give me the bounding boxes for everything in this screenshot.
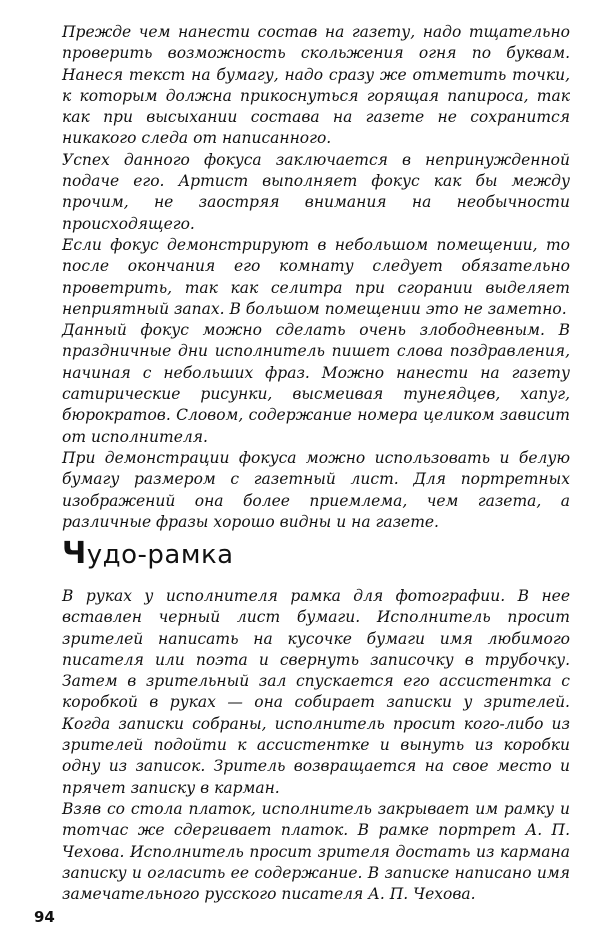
bottom-text-block xyxy=(62,586,570,905)
top-text-block xyxy=(62,22,570,533)
paragraph: Данный фокус можно сделать очень злободневным. В праздничные дни исполнитель пишет слова поздравления, начиная с небольших фраз. Можно нанести на газету сатирические рисунки, высмеивая тунеядцев, хапуг, бюрократов. Словом, содержание номера целиком зависит от исполнителя. xyxy=(62,321,570,446)
paragraph: Успех данного фокуса заключается в непринужденной подаче его. Артист выполняет фокус как бы между прочим, не заостряя внимания на необычности происходящего. xyxy=(62,150,570,233)
paragraph: Если фокус демонстрируют в небольшом помещении, то после окончания его комнату следует обязательно проветрить, так как селитра при сгорании выделяет неприятный запах. В большом помещении это не заметно. xyxy=(62,235,570,318)
page-number: 94 xyxy=(34,908,55,926)
paragraph: При демонстрации фокуса можно использовать и белую бумагу размером с газетный лист. Для портретных изображений она более приемлема, чем газета, а различные фразы хорошо видны и на газете. xyxy=(62,448,570,531)
section-title-text: удо-рамка xyxy=(86,540,234,570)
paragraph: Взяв со стола платок, исполнитель закрывает им рамку и тотчас же сдергивает платок. В рамке портрет А. П. Чехова. Исполнитель просит зрителя достать из кармана записку и огласить ее содержание. В записке написано имя замечательного русского писателя А. П. Чехова. xyxy=(62,799,570,904)
paragraph: В руках у исполнителя рамка для фотографии. В нее вставлен черный лист бумаги. Исполнитель просит зрителей написать на кусочке бумаги имя любимого писателя или поэта и свернуть записочку в трубочку. Затем в зрительный зал спускается его ассистентка с коробкой в руках — она собирает записки у зрителей. Когда записки собраны, исполнитель просит кого-либо из зрителей подойти к ассистентке и вынуть из коробки одну из записок. Зритель возвращается на свое место и прячет записку в карман. xyxy=(62,587,570,797)
section-title xyxy=(62,536,234,571)
paragraph: Прежде чем нанести состав на газету, надо тщательно проверить возможность скольжения огня по буквам. Нанеся текст на бумагу, надо сразу же отметить точки, к которым должна прикоснуться горящая папироса, так как при высыхании состава на газете не сохранится никакого следа от написанного. xyxy=(62,23,570,148)
section-title-initial: Ч xyxy=(62,536,87,571)
